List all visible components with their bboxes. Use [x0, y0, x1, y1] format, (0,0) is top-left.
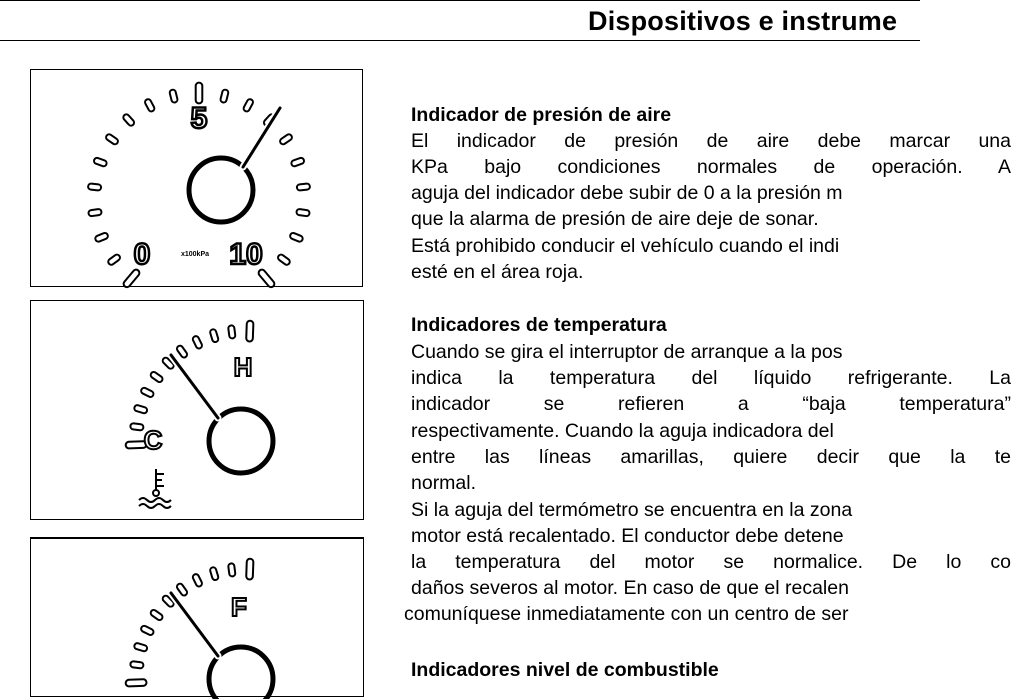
gauge-tick — [209, 329, 219, 343]
section-title-air-pressure: Indicador de presión de aire — [411, 104, 672, 126]
gauge-tick — [196, 83, 203, 104]
gauge-tick — [150, 371, 164, 383]
gauge-tick — [122, 113, 135, 127]
gauge-tick — [220, 89, 229, 103]
gauge-tick — [192, 573, 203, 587]
paragraph-line: que la alarma de presión de aire deje de sonar. — [411, 208, 819, 230]
gauge-tick — [122, 268, 140, 288]
paragraph-line: la temperatura del motor se normalice. De lo co — [411, 551, 1011, 573]
paragraph-line: Si la aguja del termómetro se encuentra en la zona — [411, 499, 853, 521]
gauge-tick — [144, 98, 155, 112]
gauge-tick — [140, 625, 154, 636]
paragraph-line: KPa bajo condiciones normales de operación. A — [411, 156, 1011, 178]
gauge-tick — [88, 209, 102, 217]
gauge-tick — [228, 325, 236, 339]
gauge-label-5: 5 — [190, 102, 208, 135]
gauge-tick — [94, 232, 108, 242]
gauge-tick — [105, 133, 119, 145]
paragraph-line: El indicador de presión de aire debe marcar una — [411, 130, 1011, 152]
gauge-label-hot: H — [233, 352, 253, 382]
coolant-temperature-icon — [139, 469, 171, 508]
paragraph-line: indica la temperatura del líquido refrigerante. La — [411, 367, 1011, 389]
fuel-gauge — [31, 539, 365, 699]
paragraph-line: comuníquese inmediatamente con un centro de ser — [404, 603, 849, 625]
air-pressure-gauge-figure — [30, 69, 363, 287]
gauge-needle — [243, 108, 280, 167]
gauge-tick — [93, 157, 107, 167]
paragraph-line: daños severos al motor. En caso de que el recalen — [411, 577, 849, 599]
gauge-tick — [150, 609, 164, 621]
section-title-temperature: Indicadores de temperatura — [411, 314, 667, 336]
air-pressure-gauge — [31, 70, 364, 288]
gauge-tick — [246, 559, 253, 580]
gauge-label-cold: C — [143, 425, 163, 455]
section-title-fuel: Indicadores nivel de combustible — [411, 659, 719, 681]
gauge-label-10: 10 — [229, 238, 263, 271]
gauge-tick — [209, 567, 219, 581]
gauge-tick — [169, 89, 178, 103]
paragraph-line: aguja del indicador debe subir de 0 a la presión m — [411, 182, 843, 204]
gauge-tick — [296, 209, 310, 217]
gauge-label-0: 0 — [133, 238, 151, 271]
gauge-tick — [297, 183, 311, 190]
gauge-tick — [246, 321, 253, 342]
gauge-needle — [171, 593, 218, 656]
gauge-tick — [279, 133, 293, 145]
gauge-tick — [134, 404, 148, 414]
paragraph-line: entre las líneas amarillas, quiere decir que la te — [411, 446, 1011, 468]
gauge-label-full: F — [231, 592, 247, 622]
paragraph-line: motor está recalentado. El conductor debe detene — [411, 525, 844, 547]
paragraph-line: normal. — [411, 472, 477, 494]
temperature-gauge — [31, 301, 365, 521]
gauge-tick — [107, 253, 121, 265]
gauge-tick — [277, 253, 291, 265]
temperature-gauge-figure — [30, 300, 364, 520]
paragraph-line: esté en el área roja. — [411, 261, 584, 283]
gauge-tick — [257, 268, 275, 288]
gauge-tick — [228, 563, 236, 577]
paragraph-line: Está prohibido conducir el vehículo cuando el indi — [411, 235, 840, 257]
gauge-tick — [291, 157, 305, 167]
gauge-tick — [243, 98, 254, 112]
top-rule — [0, 0, 920, 1]
gauge-tick — [289, 232, 303, 242]
paragraph-line: indicador se refieren a “baja temperatura” — [411, 393, 1011, 415]
gauge-tick — [140, 387, 154, 398]
paragraph-line: respectivamente. Cuando la aguja indicadora del — [411, 420, 834, 442]
gauge-tick — [134, 642, 148, 652]
gauge-tick — [130, 661, 144, 669]
gauge-tick — [88, 183, 102, 190]
page-title: Dispositivos e instrume — [588, 6, 898, 36]
gauge-tick — [192, 335, 203, 349]
gauge-unit-label: x100kPa — [180, 251, 210, 258]
gauge-tick — [176, 345, 188, 359]
gauge-tick — [130, 423, 144, 431]
fuel-gauge-figure — [30, 537, 364, 697]
gauge-tick — [126, 679, 147, 686]
paragraph-line: Cuando se gira el interruptor de arranque a la pos — [411, 341, 843, 363]
gauge-tick — [176, 583, 188, 597]
header-rule — [0, 40, 920, 41]
gauge-needle — [171, 355, 218, 418]
